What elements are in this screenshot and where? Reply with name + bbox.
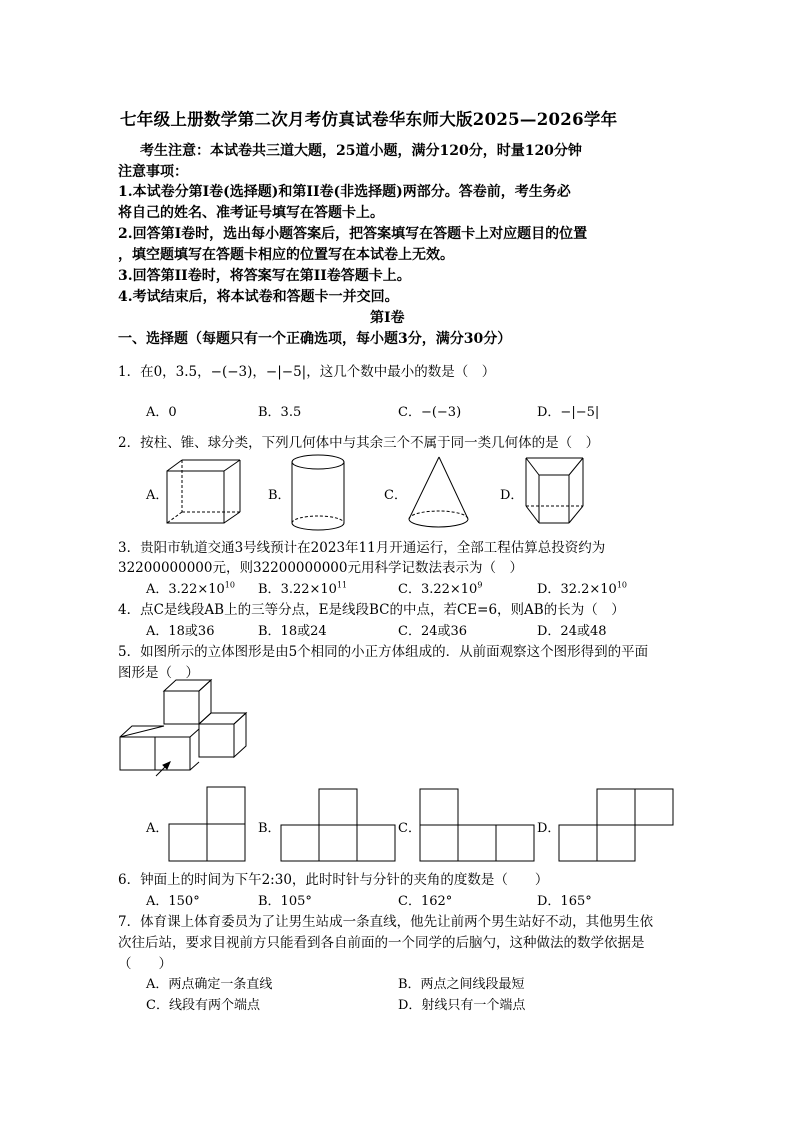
q5-figure-b — [280, 788, 396, 862]
q6-option-a: A．150° — [146, 894, 200, 909]
note-line-6: 4.考试结束后，将本试卷和答题卡一并交回。 — [118, 289, 399, 305]
q7-stem-2: 次往后站，要求目视前方只能看到各自前面的一个同学的后脑勺，这种做法的数学依据是 — [118, 935, 645, 951]
q3-stem-1: 3．贵阳市轨道交通3号线预计在2023年11月开通运行，全部工程估算总投资约为 — [118, 540, 606, 556]
q6-option-d: D．165° — [537, 894, 592, 909]
q2-label-c: C． — [384, 488, 407, 503]
note-line-1: 1.本试卷分第I卷(选择题)和第II卷(非选择题)两部分。答卷前，考生务必 — [118, 184, 571, 200]
exam-notice: 考生注意：本试卷共三道大题，25道小题，满分120分，时量120分钟 — [140, 143, 582, 159]
q7-option-c: C．线段有两个端点 — [146, 998, 260, 1013]
q5-figure-c — [419, 788, 535, 862]
q3-option-a: A．$3.22\times 10^{10}$ — [146, 580, 235, 597]
q3-option-c: C．$3.22\times 10^9$ — [398, 580, 483, 597]
q5-stem-1: 5．如图所示的立体图形是由5个相同的小正方体组成的．从前面观察这个图形得到的平面 — [118, 644, 649, 660]
q3-option-d: D．$32.2\times 10^{10}$ — [537, 580, 628, 597]
q2-label-a: A． — [146, 488, 169, 503]
note-line-3: 2.回答第I卷时，选出每小题答案后，把答案填写在答题卡上对应题目的位置 — [118, 226, 588, 242]
q4-option-b: B．18或24 — [258, 624, 327, 639]
q2-label-b: B． — [268, 488, 291, 503]
section-heading: 一、选择题（每题只有一个正确选项，每小题3分，满分30分） — [118, 331, 512, 347]
q2-stem: 2．按柱、锥、球分类，下列几何体中与其余三个不属于同一类几何体的是（ ） — [118, 435, 600, 451]
q7-option-a: A．两点确定一条直线 — [146, 977, 273, 992]
q5-label-d: D． — [537, 821, 561, 836]
q5-figure-d — [558, 788, 674, 862]
q5-label-c: C． — [398, 821, 421, 836]
q4-option-c: C．24或36 — [398, 624, 468, 639]
q1-option-d: D．−|−5| — [537, 405, 600, 420]
q2-label-d: D． — [500, 488, 524, 503]
q4-option-a: A．18或36 — [146, 624, 215, 639]
q7-option-d: D．射线只有一个端点 — [398, 998, 526, 1013]
q1-option-a: A．0 — [146, 405, 177, 420]
q6-stem: 6．钟面上的时间为下午2:30，此时时针与分针的夹角的度数是（ ） — [118, 872, 549, 888]
note-line-5: 3.回答第II卷时，将答案写在第II卷答题卡上。 — [118, 268, 411, 284]
q7-stem-3: （ ） — [118, 956, 172, 972]
q3-option-b: B．$3.22\times 10^{11}$ — [258, 580, 348, 597]
q3-stem-2: 32200000000元，则32200000000元用科学记数法表示为（ ） — [118, 560, 523, 576]
note-line-2: 将自己的姓名、准考证号填写在答题卡上。 — [118, 205, 384, 221]
cone-figure — [408, 456, 470, 530]
page-title: 七年级上册数学第二次月考仿真试卷华东师大版2025—2026学年 — [120, 110, 618, 129]
q7-stem-1: 7．体育课上体育委员为了让男生站成一条直线，他先让前两个男生站好不动，其他男生依 — [118, 914, 654, 930]
q1-option-b: B．3.5 — [258, 405, 302, 420]
q1-option-c: C．−(−3) — [398, 405, 462, 420]
q4-stem: 4．点C是线段AB上的三等分点，E是线段BC的中点，若CE=6，则AB的长为（ ） — [118, 602, 625, 618]
q6-option-c: C．162° — [398, 894, 453, 909]
note-line-4: ，填空题填写在答题卡相应的位置写在本试卷上无效。 — [118, 247, 454, 263]
q6-option-b: B．105° — [258, 894, 312, 909]
q5-figure-a — [169, 786, 247, 862]
notes-heading: 注意事项： — [118, 164, 188, 180]
cube-figure — [166, 459, 246, 525]
q4-option-d: D．24或48 — [537, 624, 607, 639]
q5-stem-2: 图形是（ ） — [118, 665, 199, 681]
cylinder-figure — [291, 454, 347, 532]
cube-stack-figure — [119, 679, 244, 777]
q5-label-b: B． — [258, 821, 281, 836]
q7-option-b: B．两点之间线段最短 — [398, 977, 525, 992]
part-title: 第I卷 — [370, 310, 405, 326]
q1-stem: 1．在0，3.5，−(−3)，−|−5|，这几个数中最小的数是（ ） — [118, 364, 496, 380]
prism-figure — [525, 457, 587, 525]
q5-label-a: A． — [146, 821, 169, 836]
